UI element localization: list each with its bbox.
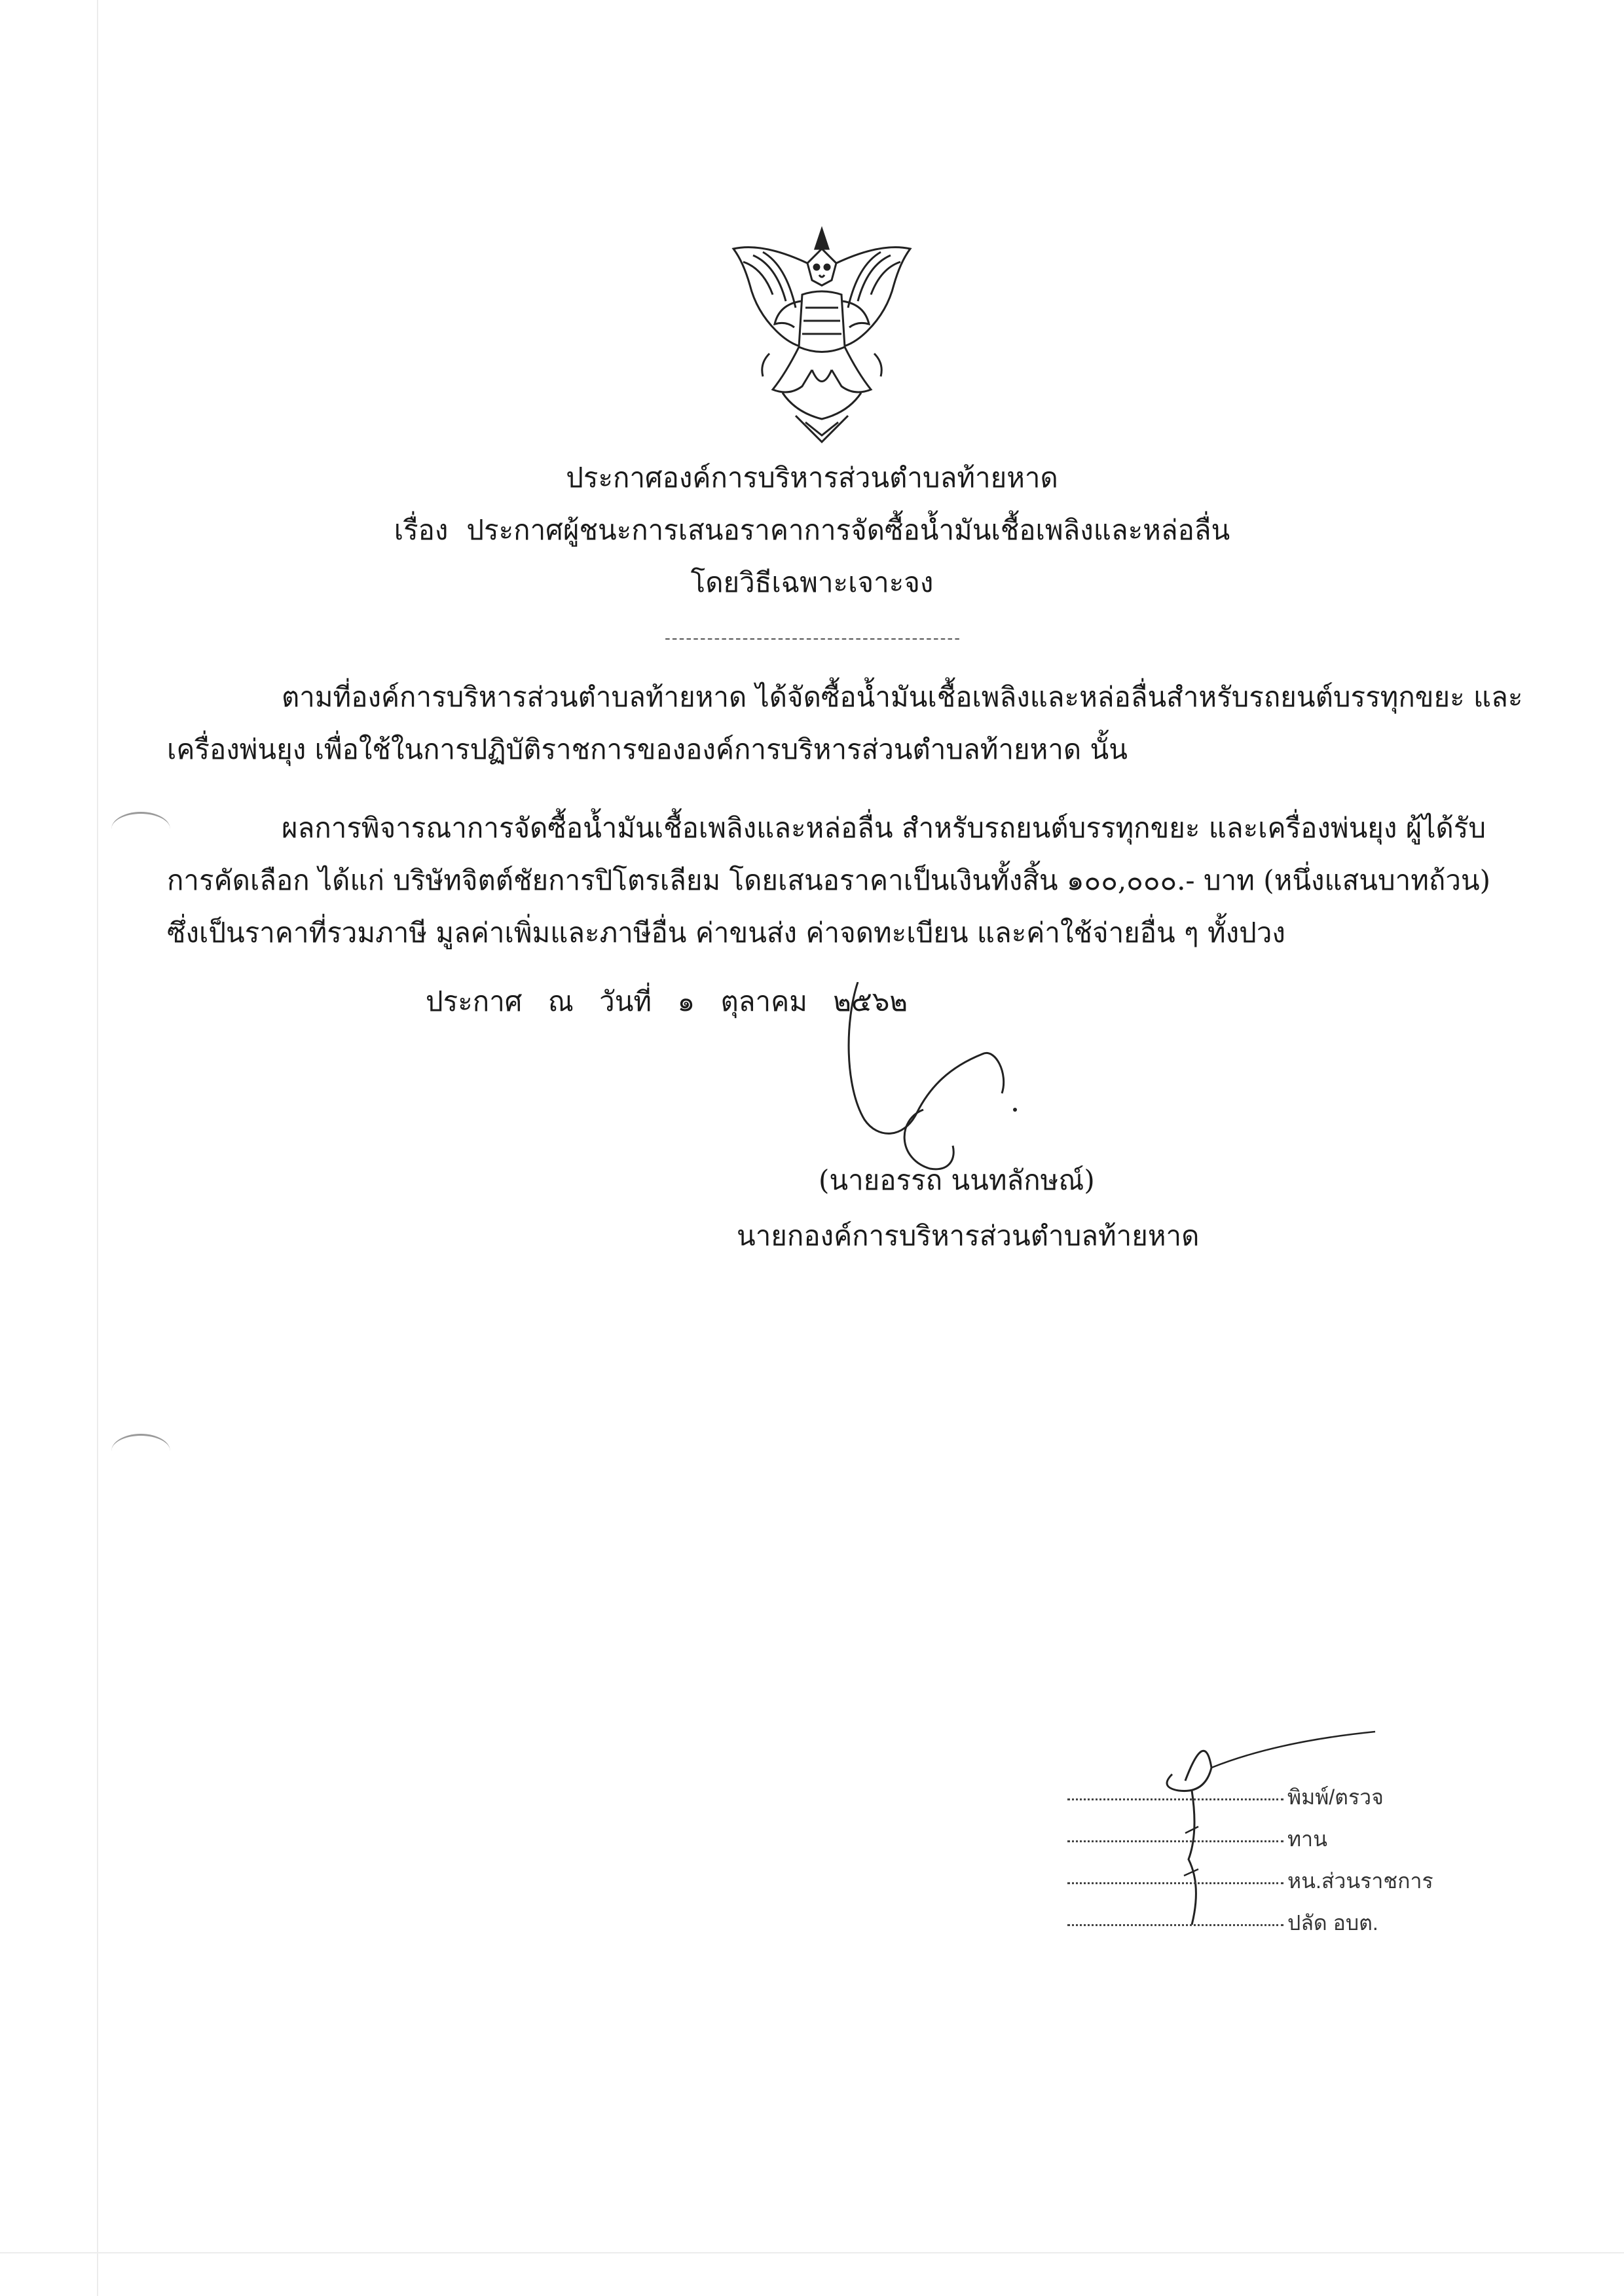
checklist-item (1067, 1865, 1433, 1898)
announcement-day: ๑ (677, 985, 695, 1017)
header-divider: ------------------------------------------ (665, 629, 961, 648)
document-subject (0, 514, 1624, 547)
signatory-position: นายกองค์การบริหารส่วนตำบลท้ายหาด (737, 1220, 1200, 1252)
announcement-month: ตุลาคม (720, 985, 807, 1017)
subject-label: เรื่อง (394, 514, 449, 546)
garuda-emblem-icon (724, 223, 920, 448)
checklist-item (1067, 1823, 1327, 1856)
paragraph-2-line-2: การคัดเลือก ได้แก่ บริษัทจิตต์ชัยการปิโตรเลียม โดยเสนอราคาเป็นเงินทั้งสิ้น ๑๐๐,๐๐๐.- บาท (หนึ่งแสนบาทถ้วน) (167, 864, 1491, 896)
punch-hole-bottom (111, 1434, 170, 1468)
dotted-line (1067, 1798, 1283, 1800)
checklist-item (1067, 1781, 1384, 1814)
paragraph-1-line-1: ตามที่องค์การบริหารส่วนตำบลท้ายหาด ได้จัดซื้อน้ำมันเชื้อเพลิงและหล่อลื่นสำหรับรถยนต์บรรทุกขยะ และ (282, 681, 1523, 713)
document-title: ประกาศองค์การบริหารส่วนตำบลท้ายหาด (566, 462, 1058, 494)
page-edge-left (97, 0, 98, 2296)
announcement-year: ๒๕๖๒ (833, 985, 908, 1017)
page-edge-bottom (0, 2252, 1624, 2253)
procurement-method: โดยวิธีเฉพาะเจาะจง (690, 566, 934, 598)
punch-hole-top (111, 812, 170, 847)
announcement-prefix: ประกาศ (426, 985, 523, 1017)
checklist-label: ทาน (1287, 1827, 1327, 1851)
checklist-label: ปลัด อบต. (1287, 1911, 1378, 1935)
dotted-line (1067, 1840, 1283, 1842)
announcement-day-label: วันที่ (599, 985, 652, 1017)
checklist-label: พิมพ์/ตรวจ (1287, 1785, 1384, 1809)
checklist-item (1067, 1906, 1378, 1940)
announcement-at: ณ (547, 985, 574, 1017)
signatory-name: (นายอรรถ นนทลักษณ์) (819, 1164, 1095, 1196)
dotted-line (1067, 1882, 1283, 1884)
subject-text: ประกาศผู้ชนะการเสนอราคาการจัดซื้อน้ำมันเชื้อเพลิงและหล่อลื่น (466, 514, 1230, 546)
paragraph-2-line-3: ซึ่งเป็นราคาที่รวมภาษี มูลค่าเพิ่มและภาษีอื่น ค่าขนส่ง ค่าจดทะเบียน และค่าใช้จ่ายอื่น ๆ ทั้งปวง (167, 917, 1285, 949)
checklist-label: หน.ส่วนราชการ (1287, 1869, 1433, 1893)
paragraph-1-line-2: เครื่องพ่นยุง เพื่อใช้ในการปฏิบัติราชการขององค์การบริหารส่วนตำบลท้ายหาด นั้น (167, 733, 1128, 765)
paragraph-2-line-1: ผลการพิจารณาการจัดซื้อน้ำมันเชื้อเพลิงและหล่อลื่น สำหรับรถยนต์บรรทุกขยะ และเครื่องพ่นยุง ผู้ได้รับ (282, 812, 1486, 844)
handwritten-signature (819, 982, 1067, 1178)
dotted-line (1067, 1924, 1283, 1926)
